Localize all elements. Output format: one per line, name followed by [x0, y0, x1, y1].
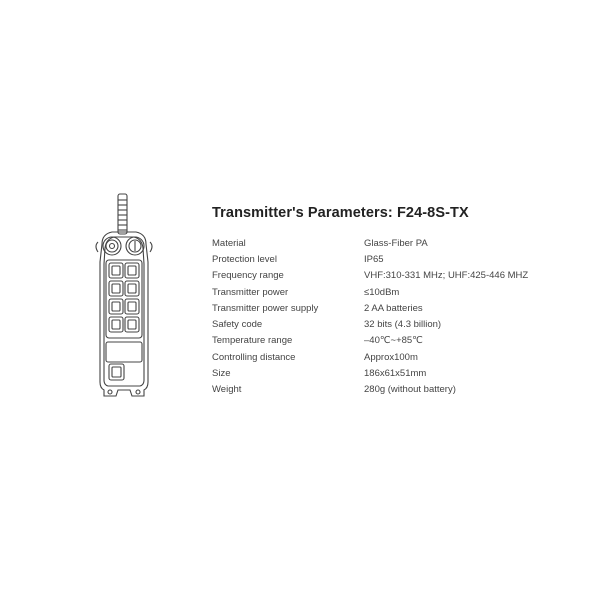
param-row-protection-level: [212, 251, 582, 267]
param-row-weight: [212, 382, 582, 398]
lanyard-hole-left: [108, 390, 112, 394]
param-label: Transmitter power supply: [212, 302, 319, 314]
param-label: Safety code: [212, 319, 263, 331]
param-value: 280g (without battery): [364, 384, 456, 396]
parameters-table: [212, 235, 582, 398]
param-value: Glass-Fiber PA: [364, 237, 428, 249]
param-row-safety-code: [212, 316, 582, 332]
param-label: Protection level: [212, 253, 277, 265]
param-label: Material: [212, 237, 246, 249]
button-4: [125, 281, 139, 296]
param-value: IP65: [364, 253, 384, 265]
param-row-size: [212, 365, 582, 381]
button-8: [125, 317, 139, 332]
param-value: 186x61x51mm: [364, 368, 427, 380]
button-3: [109, 281, 123, 296]
button-1: [109, 263, 123, 278]
param-label: Weight: [212, 384, 242, 396]
transmitter-drawing: [88, 192, 160, 404]
param-row-transmitter-power: [212, 284, 582, 300]
transmitter-illustration: [88, 192, 160, 404]
param-label: Size: [212, 368, 231, 380]
button-5: [109, 299, 123, 314]
power-key-knob: [126, 237, 144, 255]
parameters-title: Transmitter's Parameters: F24-8S-TX: [212, 205, 469, 221]
param-label: Controlling distance: [212, 351, 296, 363]
param-value: 32 bits (4.3 billion): [364, 319, 442, 331]
param-value: Approx100m: [364, 351, 418, 363]
param-row-controlling-distance: [212, 349, 582, 365]
start-button: [109, 364, 124, 380]
button-grid: [109, 263, 139, 332]
antenna: [118, 194, 127, 234]
param-row-temperature-range: [212, 333, 582, 349]
param-row-power-supply: [212, 300, 582, 316]
param-value: VHF:310-331 MHz; UHF:425-446 MHZ: [364, 270, 529, 282]
param-value: 2 AA batteries: [364, 302, 423, 314]
parameters-panel: [212, 205, 582, 398]
param-label: Frequency range: [212, 270, 284, 282]
label-window: [106, 342, 142, 362]
param-row-material: [212, 235, 582, 251]
lanyard-hole-right: [136, 390, 140, 394]
param-label: Transmitter power: [212, 286, 289, 298]
left-grip: [96, 242, 98, 252]
right-grip: [150, 242, 152, 252]
param-label: Temperature range: [212, 335, 293, 347]
button-6: [125, 299, 139, 314]
param-value: ≤10dBm: [364, 286, 400, 298]
button-2: [125, 263, 139, 278]
emergency-stop-knob: [103, 237, 121, 255]
param-row-frequency-range: [212, 268, 582, 284]
button-7: [109, 317, 123, 332]
param-value: –40℃~+85℃: [364, 335, 423, 347]
